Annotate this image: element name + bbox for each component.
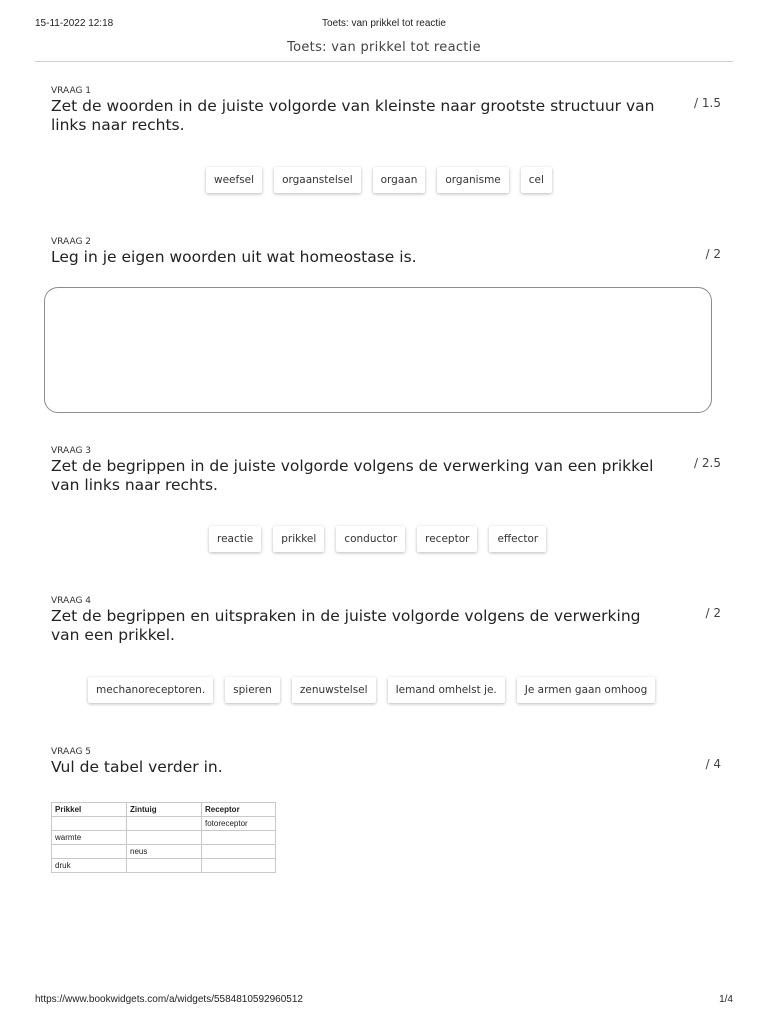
drag-chip[interactable]: weefsel <box>206 167 262 193</box>
table-cell[interactable] <box>127 831 202 845</box>
column-header: Receptor <box>202 803 276 817</box>
print-header <box>35 18 733 32</box>
drag-chip[interactable]: Iemand omhelst je. <box>388 677 505 703</box>
drag-chip[interactable]: mechanoreceptoren. <box>88 677 213 703</box>
column-header: Zintuig <box>127 803 202 817</box>
question-points: / 1.5 <box>694 96 721 110</box>
question-label: VRAAG 2 <box>51 237 92 247</box>
table-cell[interactable] <box>127 817 202 831</box>
question-1 <box>51 86 723 135</box>
question-label: VRAAG 1 <box>51 86 92 96</box>
print-title: Toets: van prikkel tot reactie <box>322 18 446 29</box>
print-footer <box>35 994 733 1008</box>
question-5 <box>51 747 723 777</box>
drag-chip[interactable]: orgaan <box>373 167 426 193</box>
answer-textarea[interactable] <box>44 287 712 413</box>
table-cell[interactable] <box>52 845 127 859</box>
title-divider <box>35 61 733 62</box>
page-number: 1/4 <box>719 994 733 1005</box>
table-cell[interactable] <box>127 859 202 873</box>
table-cell[interactable] <box>202 831 276 845</box>
drag-chip[interactable]: conductor <box>336 526 405 552</box>
table-row <box>52 817 276 831</box>
question-points: / 2 <box>705 247 721 261</box>
table-row <box>52 859 276 873</box>
question-2 <box>51 237 723 267</box>
chip-list <box>88 677 667 703</box>
drag-chip[interactable]: receptor <box>417 526 477 552</box>
print-date: 15-11-2022 12:18 <box>35 18 114 29</box>
question-label: VRAAG 4 <box>51 596 92 606</box>
drag-chip[interactable]: zenuwstelsel <box>292 677 376 703</box>
table-cell: druk <box>52 859 127 873</box>
chip-list <box>206 167 564 193</box>
table-cell[interactable] <box>52 817 127 831</box>
table-header-row <box>52 803 276 817</box>
table-cell[interactable] <box>202 859 276 873</box>
drag-chip[interactable]: spieren <box>225 677 280 703</box>
table-row <box>52 831 276 845</box>
drag-chip[interactable]: effector <box>489 526 546 552</box>
question-3 <box>51 446 723 495</box>
question-label: VRAAG 5 <box>51 747 92 757</box>
drag-chip[interactable]: cel <box>521 167 552 193</box>
drag-chip[interactable]: reactie <box>209 526 261 552</box>
question-label: VRAAG 3 <box>51 446 92 456</box>
question-text: Leg in je eigen woorden uit wat homeostase is. <box>51 248 417 266</box>
fill-in-table <box>51 802 276 873</box>
drag-chip[interactable]: prikkel <box>273 526 324 552</box>
question-text: Zet de woorden in de juiste volgorde van kleinste naar grootste structuur van links naar rechts. <box>51 97 655 134</box>
question-points: / 2 <box>705 606 721 620</box>
question-text: Zet de begrippen en uitspraken in de juiste volgorde volgens de verwerking van een prikkel. <box>51 607 641 644</box>
chip-list <box>209 526 558 552</box>
table-cell: warmte <box>52 831 127 845</box>
print-url: https://www.bookwidgets.com/a/widgets/5584810592960512 <box>35 994 303 1005</box>
table-cell[interactable] <box>202 845 276 859</box>
question-points: / 2.5 <box>694 456 721 470</box>
question-4 <box>51 596 723 645</box>
drag-chip[interactable]: orgaanstelsel <box>274 167 361 193</box>
table-cell: fotoreceptor <box>202 817 276 831</box>
table-row <box>52 845 276 859</box>
question-text: Vul de tabel verder in. <box>51 758 223 776</box>
drag-chip[interactable]: Je armen gaan omhoog <box>517 677 656 703</box>
table-cell: neus <box>127 845 202 859</box>
question-points: / 4 <box>705 757 721 771</box>
drag-chip[interactable]: organisme <box>437 167 508 193</box>
question-text: Zet de begrippen in de juiste volgorde volgens de verwerking van een prikkel van links naar rechts. <box>51 457 654 494</box>
column-header: Prikkel <box>52 803 127 817</box>
page-title: Toets: van prikkel tot reactie <box>287 40 481 55</box>
